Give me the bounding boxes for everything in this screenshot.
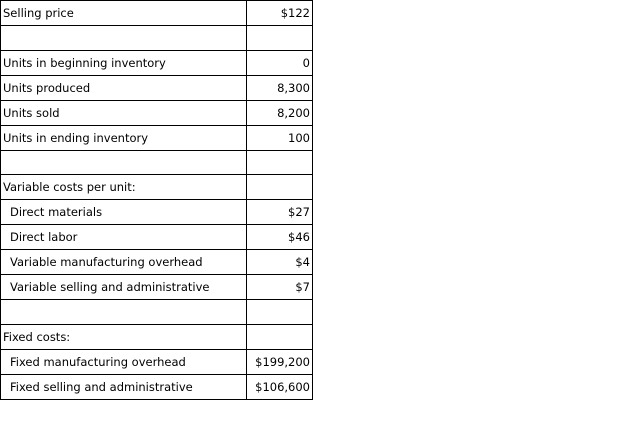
row-value-cell: 8,200: [247, 100, 313, 125]
table-row: [1, 175, 313, 200]
row-label-cell: [1, 26, 247, 51]
row-label-cell: Units sold: [1, 100, 247, 125]
table-row: [1, 75, 313, 100]
row-value-cell: $4: [247, 250, 313, 275]
table-row: [1, 349, 313, 374]
row-label-cell: Selling price: [1, 1, 247, 26]
row-label-cell: Units in beginning inventory: [1, 50, 247, 75]
row-label-cell: Fixed costs:: [1, 324, 247, 349]
row-value-cell: $199,200: [247, 349, 313, 374]
table-row: [1, 1, 313, 26]
row-label-cell: Units produced: [1, 75, 247, 100]
row-value-cell: $106,600: [247, 374, 313, 399]
row-value-cell: $27: [247, 200, 313, 225]
row-value-cell: [247, 324, 313, 349]
row-label-cell: Variable costs per unit:: [1, 175, 247, 200]
row-value-cell: 8,300: [247, 75, 313, 100]
cost-data-table: [0, 0, 313, 400]
table-row: [1, 300, 313, 325]
row-label-cell: [1, 150, 247, 175]
row-label-cell: Variable selling and administrative: [1, 275, 247, 300]
row-label-cell: Direct labor: [1, 225, 247, 250]
row-label-cell: Fixed manufacturing overhead: [1, 349, 247, 374]
table-row: [1, 324, 313, 349]
row-label-cell: Variable manufacturing overhead: [1, 250, 247, 275]
row-value-cell: $122: [247, 1, 313, 26]
row-label-cell: Units in ending inventory: [1, 125, 247, 150]
row-value-cell: $7: [247, 275, 313, 300]
row-value-cell: [247, 26, 313, 51]
table-row: [1, 275, 313, 300]
row-value-cell: $46: [247, 225, 313, 250]
row-value-cell: 0: [247, 50, 313, 75]
row-value-cell: [247, 150, 313, 175]
table-row: [1, 150, 313, 175]
row-value-cell: [247, 175, 313, 200]
table-row: [1, 250, 313, 275]
row-label-cell: [1, 300, 247, 325]
table-row: [1, 374, 313, 399]
row-label-cell: Fixed selling and administrative: [1, 374, 247, 399]
row-label-cell: Direct materials: [1, 200, 247, 225]
table-row: [1, 100, 313, 125]
table-row: [1, 200, 313, 225]
table-row: [1, 50, 313, 75]
cost-data-table-body: [1, 1, 313, 400]
row-value-cell: 100: [247, 125, 313, 150]
row-value-cell: [247, 300, 313, 325]
table-row: [1, 26, 313, 51]
table-row: [1, 125, 313, 150]
table-row: [1, 225, 313, 250]
